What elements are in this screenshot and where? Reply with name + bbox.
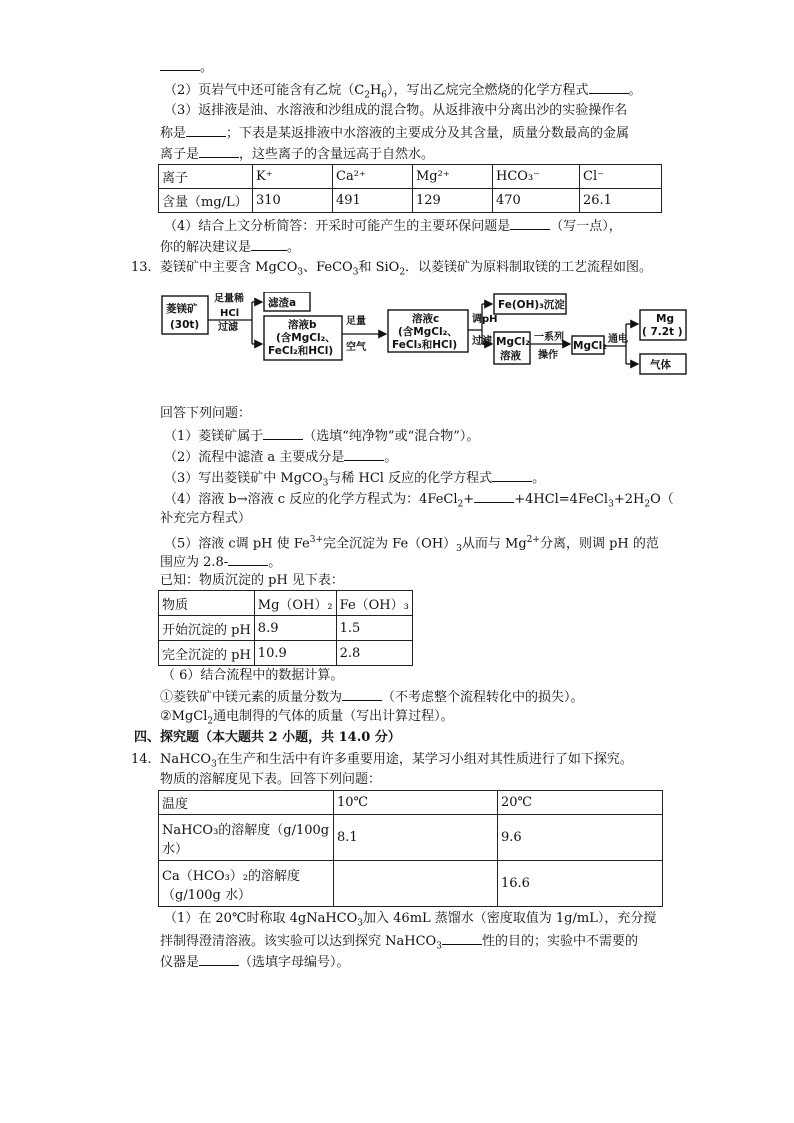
text-line: 称是 ；下表是某返排液中水溶液的主要成分及其含量，质量分数最高的金属 — [160, 122, 629, 144]
table-cell: 完全沉淀的 pH — [159, 641, 255, 666]
text-line: 。 — [160, 56, 213, 78]
solution-c-label: 溶液c — [412, 313, 440, 325]
table-cell: 491 — [333, 189, 413, 213]
operation-label: 一系列 — [534, 332, 564, 343]
solution-b-content: FeCl₂和HCl) — [268, 345, 334, 357]
operation-label: 通电 — [608, 334, 628, 345]
table-cell: 离子 — [159, 165, 253, 189]
text-line: 补充完方程式） — [160, 511, 252, 526]
text-line: （1）在 20℃时称取 4gNaHCO$_3$加入 46mL 蒸馏水（密度取值为 1g/mL），充分搅 — [164, 911, 657, 929]
operation-label: 过滤 — [218, 322, 238, 333]
mg-label: Mg — [656, 313, 674, 325]
table-cell: 10.9 — [254, 641, 336, 666]
table-cell: 1.5 — [336, 616, 412, 641]
text-line: 围应为 2.8- 。 — [160, 551, 281, 573]
answer-blank — [442, 930, 482, 945]
table-cell: HCO₃⁻ — [493, 165, 580, 189]
operation-label: 操作 — [538, 350, 558, 361]
ore-label: 菱镁矿 — [166, 303, 198, 315]
answer-blank — [510, 215, 550, 230]
table-cell — [334, 861, 498, 907]
answer-blank — [474, 488, 514, 503]
text-line: （4）溶液 b→溶液 c 反应的化学方程式为：4FeCl$_2$+ $+4HCl=4FeCl_3+2H_2O$（ — [164, 488, 674, 515]
text-line: 拌制得澄清溶液。该实验可以达到探究 NaHCO$_3$ 性的目的；实验中不需要的 — [160, 930, 638, 957]
table-cell: 物质 — [159, 591, 255, 616]
answer-blank — [589, 79, 629, 94]
text-line: （5）溶液 c调 pH 使 $Fe^{3+}$完全沉淀为 $Fe(OH)_3$从而与 $Mg^{2+}$分离，则调 pH 的范 — [164, 535, 659, 554]
operation-label: 过滤 — [472, 336, 492, 347]
text-line: 菱镁矿中主要含 MgCO$_3$、FeCO$_3$和 SiO$_2$．以菱镁矿为原料制取镁的工艺流程如图。 — [160, 260, 653, 278]
text-line: 已知：物质沉淀的 pH 见下表： — [160, 573, 344, 588]
answer-blank — [160, 56, 200, 71]
text-line: （ 6）结合流程中的数据计算。 — [162, 668, 344, 683]
reagent-label: 空气 — [346, 342, 366, 353]
answer-blank — [342, 686, 382, 701]
text-line: （4）结合上文分析简答：开采时可能产生的主要环保问题是 （写一点）， — [164, 215, 622, 237]
solution-b-content: (含MgCl₂、 — [276, 332, 336, 344]
text-line: ①菱铁矿中镁元素的质量分数为 （不考虑整个流程转化中的损失）。 — [160, 686, 584, 708]
operation-label: 调pH — [472, 314, 498, 325]
text-line: 仪器是 （选填字母编号）。 — [160, 951, 350, 973]
mgcl2-solution-label: 溶液 — [500, 350, 521, 362]
table-cell: 温度 — [159, 791, 334, 815]
gas-label: 气体 — [650, 359, 671, 371]
text-line: 你的解决建议是 。 — [160, 236, 300, 258]
reagent-label: 足量稀 — [214, 293, 244, 305]
section-heading: 四、探究题（本大题共 2 小题，共 14.0 分） — [134, 730, 401, 745]
text-line: （3）返排液是油、水溶液和沙组成的混合物。从返排液中分离出沙的实验操作名 — [164, 103, 628, 118]
reagent-label: 足量 — [346, 316, 366, 327]
table-cell: Cl⁻ — [580, 165, 662, 189]
table-cell: 16.6 — [498, 861, 663, 907]
solution-c-content: FeCl₃和HCl) — [392, 339, 458, 351]
precipitate-label: Fe(OH)₃沉淀 — [498, 299, 565, 311]
table-cell: 129 — [413, 189, 493, 213]
text-line: 离子是 ，这些离子的含量远高于自然水。 — [160, 143, 434, 165]
solution-b-label: 溶液b — [288, 319, 317, 331]
ore-mass: (30t) — [170, 319, 200, 331]
table-cell: 8.1 — [334, 815, 498, 861]
answer-blank — [492, 467, 532, 482]
text-line: 回答下列问题： — [160, 406, 252, 421]
table-cell: NaHCO₃的溶解度（g/100g 水） — [159, 815, 334, 861]
solubility-table — [158, 790, 663, 907]
question-number: 13. — [131, 260, 152, 275]
text-line: （3）写出菱镁矿中 MgCO$_3$与稀 HCl 反应的化学方程式 。 — [164, 467, 545, 494]
table-cell: Ca（HCO₃）₂的溶解度 （g/100g 水） — [159, 861, 334, 907]
table-cell: 310 — [253, 189, 333, 213]
reagent-label: HCl — [220, 308, 240, 319]
text-line: ②MgCl$_2$通电制得的气体的质量（写出计算过程）。 — [160, 709, 454, 727]
answer-blank — [199, 951, 239, 966]
residue-label: 滤渣a — [268, 297, 297, 309]
answer-blank — [263, 425, 303, 440]
mgcl2-solution-label: MgCl₂ — [496, 336, 530, 348]
answer-blank — [344, 446, 384, 461]
table-cell: Fe（OH）₃ — [336, 591, 412, 616]
question-number: 14. — [131, 752, 152, 767]
table-cell: 含量（mg/L） — [159, 189, 253, 213]
table-cell: 8.9 — [254, 616, 336, 641]
table-cell: 9.6 — [498, 815, 663, 861]
answer-blank — [251, 236, 287, 251]
table-cell: K⁺ — [253, 165, 333, 189]
table-cell: 2.8 — [336, 641, 412, 666]
table-cell: Mg²⁺ — [413, 165, 493, 189]
answer-blank — [186, 122, 226, 137]
solution-c-content: (含MgCl₂、 — [398, 326, 458, 338]
table-cell: Ca²⁺ — [333, 165, 413, 189]
mgcl2-label: MgCl₂ — [573, 340, 607, 352]
precipitation-ph-table — [158, 590, 413, 666]
table-cell: 26.1 — [580, 189, 662, 213]
text-line: NaHCO$_3$在生产和生活中有许多重要用途，某学习小组对其性质进行了如下探究。 — [160, 752, 633, 770]
ion-content-table — [158, 164, 662, 213]
process-flow-diagram — [160, 292, 690, 378]
table-cell: Mg（OH）₂ — [254, 591, 336, 616]
table-cell: 470 — [493, 189, 580, 213]
table-cell: 10℃ — [334, 791, 498, 815]
text-line: （2）流程中滤渣 a 主要成分是 。 — [164, 446, 397, 468]
answer-blank — [228, 551, 268, 566]
answer-blank — [199, 143, 239, 158]
mg-mass: ( 7.2t ) — [642, 326, 683, 338]
table-cell: 20℃ — [498, 791, 663, 815]
text-line: 物质的溶解度见下表。回答下列问题： — [160, 772, 382, 787]
text-line: （2）页岩气中还可能含有乙烷$(C_2H_6)$，写出乙烷完全燃烧的化学方程式 。 — [164, 79, 642, 106]
table-cell: 开始沉淀的 pH — [159, 616, 255, 641]
text-line: （1）菱镁矿属于 （选填“纯净物”或“混合物”）。 — [164, 425, 479, 447]
